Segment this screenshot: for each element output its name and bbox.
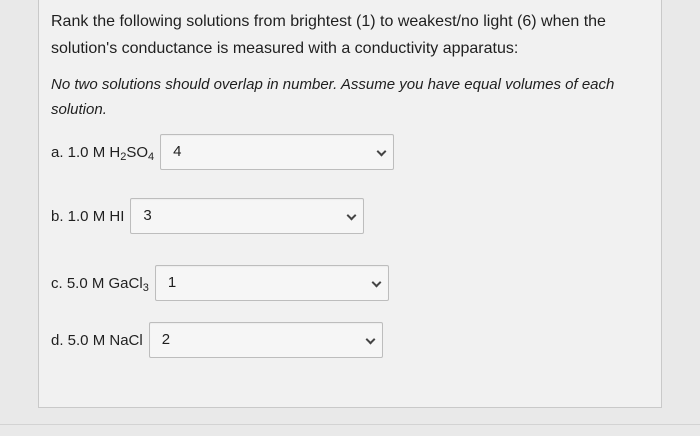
ranking-item-b <box>51 198 364 234</box>
rank-select-c-value: 1 <box>167 274 177 291</box>
chevron-down-icon <box>371 278 381 288</box>
chevron-down-icon <box>365 335 375 345</box>
rank-select-b-value: 3 <box>143 207 152 224</box>
item-c-label: c. 5.0 M GaCl$_3$ <box>51 274 149 294</box>
chevron-down-icon <box>377 147 387 157</box>
instructions-line-2: solution. <box>51 101 107 118</box>
rank-select-c[interactable] <box>155 265 389 301</box>
prompt-line-1: Rank the following solutions from brightest (1) to weakest/no light (6) when the <box>51 13 606 30</box>
chevron-down-icon <box>347 211 357 221</box>
rank-select-d-value: 2 <box>161 331 171 348</box>
rank-select-d[interactable] <box>149 322 383 358</box>
item-b-label: b. 1.0 M HI <box>51 207 125 225</box>
rank-select-b[interactable] <box>130 198 364 234</box>
question-prompt <box>51 8 651 62</box>
question-card <box>38 0 662 408</box>
rank-select-a[interactable] <box>160 134 394 170</box>
instructions-line-1: No two solutions should overlap in number. Assume you have equal volumes of each <box>51 76 615 93</box>
ranking-item-c <box>51 265 389 301</box>
prompt-line-2: solution's conductance is measured with a conductivity apparatus: <box>51 40 519 57</box>
item-d-label: d. 5.0 M NaCl <box>51 331 143 349</box>
question-instructions <box>51 72 651 122</box>
page-bottom-divider <box>0 424 700 425</box>
ranking-item-d <box>51 322 383 358</box>
item-a-label: a. 1.0 M $H_2SO_4$ <box>51 143 155 163</box>
rank-select-a-value: 4 <box>173 143 182 160</box>
ranking-item-a <box>51 134 394 170</box>
